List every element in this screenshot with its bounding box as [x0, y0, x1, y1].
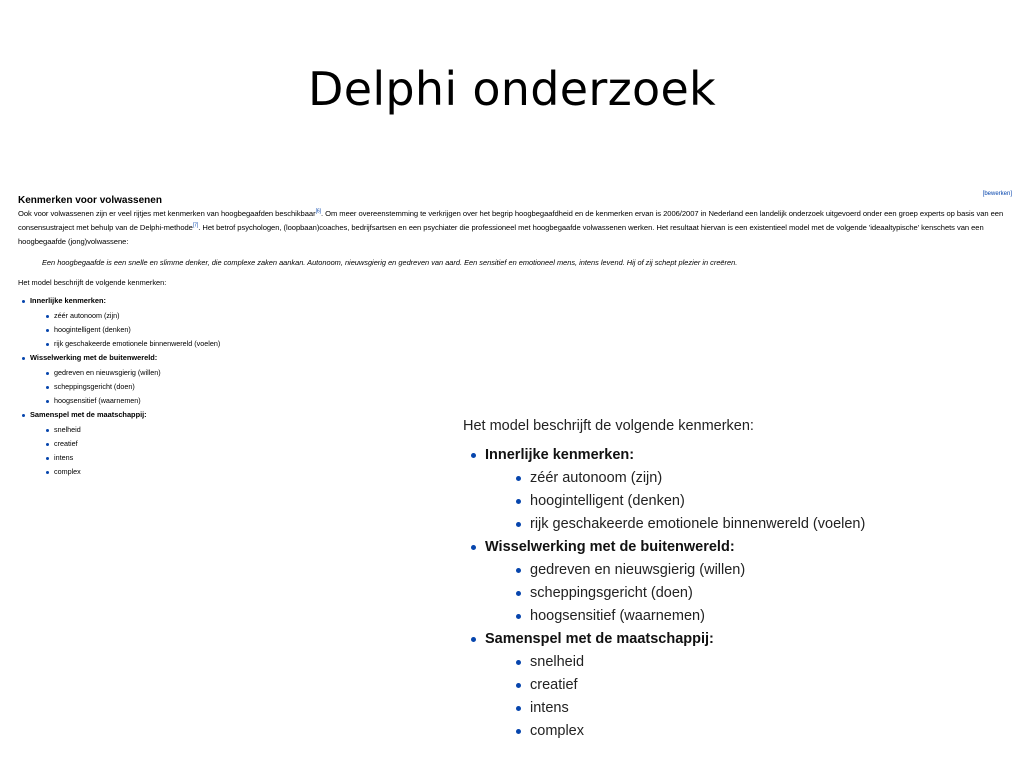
- list-item-text: scheppingsgericht (doen): [530, 585, 693, 601]
- section-heading: Kenmerken voor volwassenen: [18, 195, 162, 206]
- list-item-text: complex: [54, 467, 81, 477]
- wiki-section-header: [18, 190, 1012, 206]
- list-item: [30, 337, 1012, 351]
- wiki-group: [18, 294, 1012, 351]
- list-item-text: hoogintelligent (denken): [54, 324, 131, 334]
- zoom-group: [463, 536, 1003, 628]
- paragraph-part-1: Ook voor volwassenen zijn er veel rijtjes met kenmerken van hoogbegaafden beschikbaar: [18, 209, 316, 218]
- list-item: [30, 323, 1012, 337]
- intro-paragraph: [18, 207, 1012, 249]
- bullet-icon: [516, 591, 521, 596]
- bullet-icon: [516, 522, 521, 527]
- bullet-icon: [516, 683, 521, 688]
- list-item: [30, 309, 1012, 323]
- list-item-text: zéér autonoom (zijn): [530, 470, 663, 486]
- zoom-sublist: [485, 559, 1003, 628]
- list-item-text: scheppingsgericht (doen): [54, 381, 135, 391]
- list-item-text: complex: [530, 723, 584, 739]
- list-item: [30, 380, 1012, 394]
- list-item-text: creatief: [54, 438, 78, 448]
- list-item-text: zéér autonoom (zijn): [54, 310, 120, 320]
- list-item-text: hoogsensitief (waarnemen): [530, 608, 705, 624]
- bullet-icon: [471, 637, 476, 642]
- model-intro: Het model beschrijft de volgende kenmerken:: [18, 278, 167, 287]
- list-item: [485, 582, 1003, 605]
- list-item: [485, 605, 1003, 628]
- list-item-text: snelheid: [530, 654, 585, 670]
- zoom-group-label: Wisselwerking met de buitenwereld:: [485, 539, 735, 555]
- zoom-group: [463, 444, 1003, 536]
- wiki-group-label: Samenspel met de maatschappij:: [30, 410, 147, 420]
- reference-7[interactable]: [7]: [192, 222, 199, 229]
- bullet-icon: [471, 453, 476, 458]
- zoom-intro: Het model beschrijft de volgende kenmerken:: [463, 418, 754, 434]
- bullet-icon: [516, 729, 521, 734]
- bullet-icon: [46, 457, 49, 460]
- slide-title: Delphi onderzoek: [308, 62, 716, 116]
- reference-6[interactable]: [6]: [315, 208, 321, 215]
- bullet-icon: [46, 429, 49, 432]
- bullet-icon: [516, 476, 521, 481]
- bullet-icon: [46, 343, 49, 346]
- bullet-icon: [516, 499, 521, 504]
- bullet-icon: [46, 471, 49, 474]
- paragraph-part-3: . Het betrof psychologen, (loopbaan)coaches, bedrijfsartsen en een psychiater die professioneel met hoogbegaafde volwassenen werken. Het resultaat hiervan is een existentieel model met de volgende 'ideaaltypische' kenschets van een hoogbegaafde (jong)volwassene:: [18, 223, 984, 246]
- list-item-text: intens: [530, 700, 569, 716]
- bullet-icon: [516, 706, 521, 711]
- bullet-icon: [516, 660, 521, 665]
- edit-bracket-open: [: [982, 191, 985, 197]
- zoomed-excerpt: [463, 416, 1003, 743]
- edit-bracket-close: ]: [1010, 191, 1012, 197]
- bullet-icon: [46, 329, 49, 332]
- list-item-text: rijk geschakeerde emotionele binnenwereld (voelen): [530, 516, 866, 532]
- bullet-icon: [516, 568, 521, 573]
- edit-link[interactable]: [983, 191, 1012, 197]
- list-item: [30, 394, 1012, 408]
- wiki-sublist: [30, 309, 1012, 352]
- wiki-group-label: Innerlijke kenmerken:: [30, 296, 106, 305]
- wiki-sublist: [30, 366, 1012, 409]
- list-item-text: creatief: [530, 677, 578, 693]
- list-item-text: rijk geschakeerde emotionele binnenwereld (voelen): [54, 338, 221, 348]
- bullet-icon: [22, 357, 25, 360]
- list-item: [485, 674, 1003, 697]
- list-item: [485, 697, 1003, 720]
- list-item: [485, 559, 1003, 582]
- zoom-characteristics-list: [463, 444, 1003, 743]
- list-item-text: intens: [54, 453, 74, 463]
- list-item: [485, 513, 1003, 536]
- bullet-icon: [471, 545, 476, 550]
- list-item-text: snelheid: [54, 424, 81, 434]
- list-item: [30, 366, 1012, 380]
- bullet-icon: [46, 372, 49, 375]
- paragraph-part-2: . Om meer overeenstemming te verkrijgen over het begrip hoogbegaafdheid en de kenmerken ervan is 2006/2007 in Nederland een landelijk onderzoek uitgevoerd onder een groep experts op basis van een consensustraject met behulp van de Delphi-methode: [18, 209, 1004, 232]
- edit-link-label[interactable]: bewerken: [984, 191, 1011, 197]
- bullet-icon: [46, 386, 49, 389]
- list-item-text: gedreven en nieuwsgierig (willen): [530, 562, 746, 578]
- list-item: [485, 490, 1003, 513]
- list-item: [485, 651, 1003, 674]
- wiki-group-label: Wisselwerking met de buitenwereld:: [30, 353, 158, 363]
- list-item-text: hoogsensitief (waarnemen): [54, 396, 141, 406]
- list-item: [485, 720, 1003, 743]
- bullet-icon: [46, 443, 49, 446]
- zoom-sublist: [485, 651, 1003, 743]
- list-item-text: gedreven en nieuwsgierig (willen): [54, 367, 161, 377]
- zoom-group-label: Innerlijke kenmerken:: [485, 447, 635, 463]
- bullet-icon: [22, 300, 25, 303]
- list-item: [485, 467, 1003, 490]
- bullet-icon: [46, 315, 49, 318]
- zoom-group: [463, 628, 1003, 743]
- list-item-text: hoogintelligent (denken): [530, 493, 685, 509]
- bullet-icon: [46, 400, 49, 403]
- wiki-group: [18, 351, 1012, 408]
- zoom-group-label: Samenspel met de maatschappij:: [485, 631, 714, 647]
- bullet-icon: [22, 414, 25, 417]
- profile-quote: Een hoogbegaafde is een snelle en slimme denker, die complexe zaken aankan. Autonoom, nieuwsgierig en gedreven van aard. Een sensitief en emotioneel mens, intens levend. Hij of zij schept plezier in creëren.: [42, 258, 738, 267]
- bullet-icon: [516, 614, 521, 619]
- zoom-sublist: [485, 467, 1003, 536]
